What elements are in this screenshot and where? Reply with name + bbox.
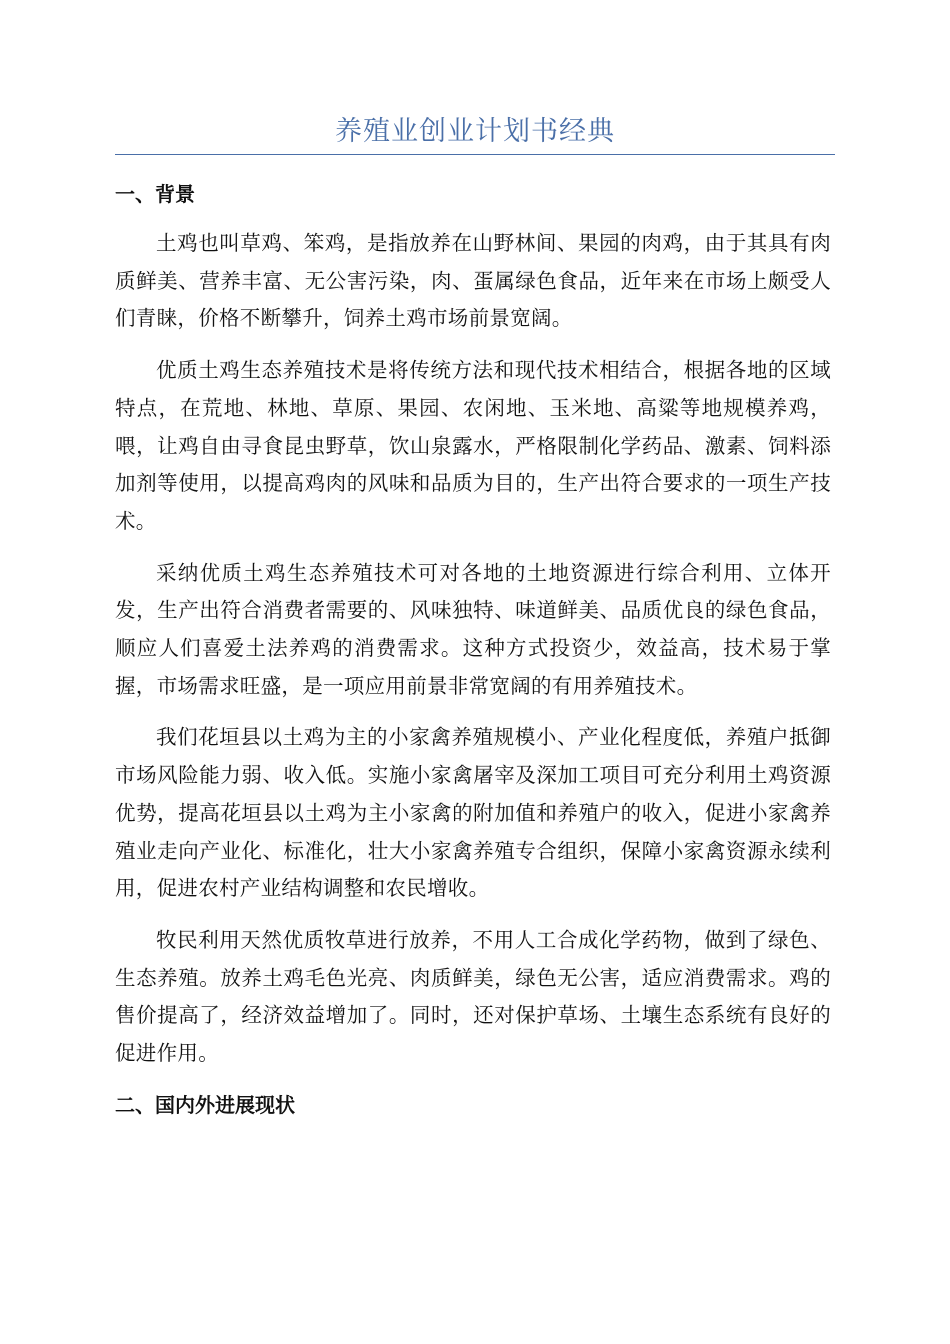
paragraph: 土鸡也叫草鸡、笨鸡，是指放养在山野林间、果园的肉鸡，由于其具有肉质鲜美、营养丰富、无公害污染，肉、蛋属绿色食品，近年来在市场上颇受人们青睐，价格不断攀升，饲养土鸡市场前景宽阔。 — [115, 231, 831, 331]
paragraph: 优质土鸡生态养殖技术是将传统方法和现代技术相结合，根据各地的区域特点，在荒地、林地、草原、果园、农闲地、玉米地、高粱等地规模养鸡，喂，让鸡自由寻食昆虫野草，饮山泉露水，严格限制化学药品、激素、饲料添加剂等使用，以提高鸡肉的风味和品质为目的，生产出符合要求的一项生产技术。 — [115, 358, 831, 533]
paragraph: 采纳优质土鸡生态养殖技术可对各地的土地资源进行综合利用、立体开发，生产出符合消费者需要的、风味独特、味道鲜美、品质优良的绿色食品，顺应人们喜爱土法养鸡的消费需求。这种方式投资少，效益高，技术易于掌握，市场需求旺盛，是一项应用前景非常宽阔的有用养殖技术。 — [115, 560, 831, 698]
title-underline — [115, 154, 835, 155]
paragraph: 牧民利用天然优质牧草进行放养，不用人工合成化学药物，做到了绿色、生态养殖。放养土鸡毛色光亮、肉质鲜美，绿色无公害，适应消费需求。鸡的售价提高了，经济效益增加了。同时，还对保护草场、土壤生态系统有良好的促进作用。 — [115, 927, 831, 1066]
paragraph: 我们花垣县以土鸡为主的小家禽养殖规模小、产业化程度低，养殖户抵御市场风险能力弱、收入低。实施小家禽屠宰及深加工项目可充分利用土鸡资源优势，提高花垣县以土鸡为主小家禽的附加值和养殖户的收入，促进小家禽养殖业走向产业化、标准化，壮大小家禽养殖专合组织，保障小家禽资源永续利用，促进农村产业结构调整和农民增收。 — [115, 725, 831, 901]
document-body — [115, 176, 831, 1136]
document-title: 养殖业创业计划书经典 — [335, 116, 615, 147]
section-heading-background: 一、背景 — [115, 182, 195, 206]
section-heading-status: 二、国内外进展现状 — [115, 1092, 295, 1117]
